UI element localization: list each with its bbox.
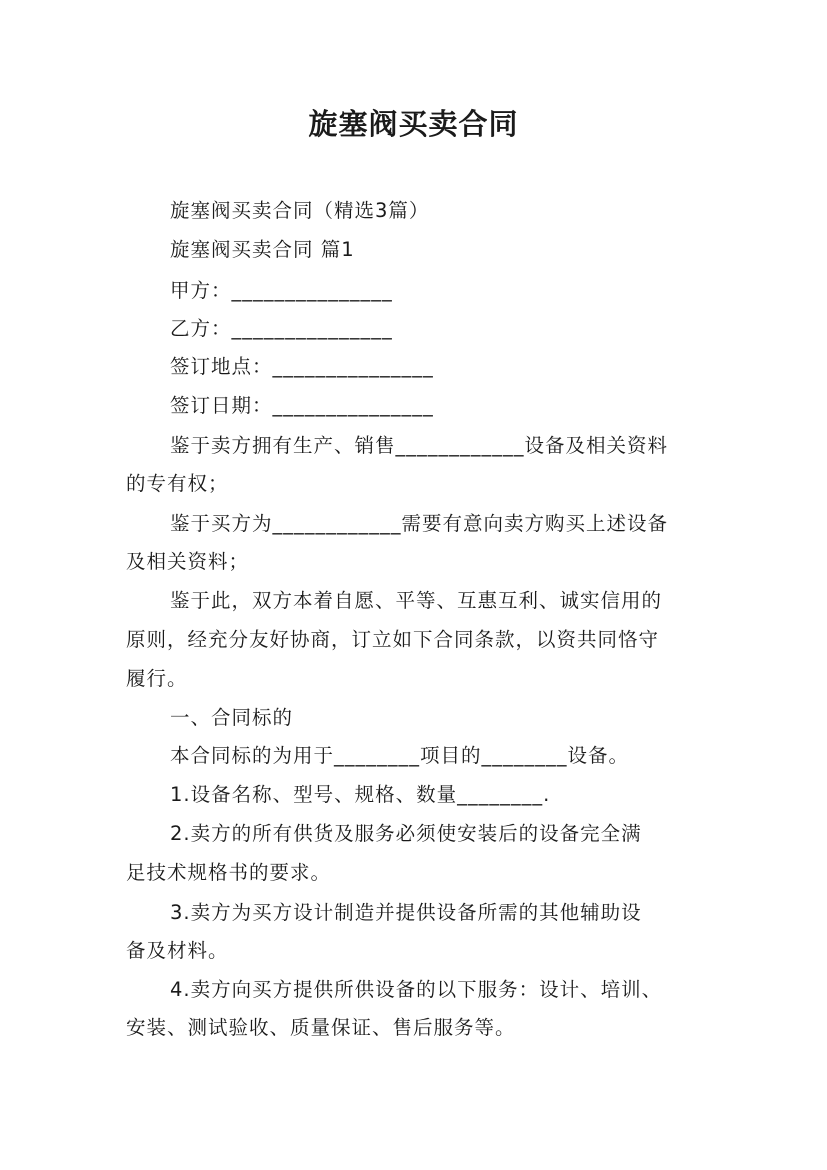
text-line: 足技术规格书的要求。 (126, 861, 332, 884)
text-line: 2.卖方的所有供货及服务必须使安装后的设备完全满 (170, 822, 642, 845)
text-line: 签订日期：_______________ (170, 394, 434, 417)
text-line: 原则，经充分友好协商，订立如下合同条款，以资共同恪守 (126, 628, 660, 651)
text-line: 鉴于卖方拥有生产、销售____________设备及相关资料 (170, 434, 669, 457)
text-line: 本合同标的为用于________项目的________设备。 (170, 744, 630, 767)
document-title: 旋塞阀买卖合同 (308, 107, 519, 141)
text-line: 旋塞阀买卖合同 篇1 (170, 238, 355, 261)
text-line: 签订地点：_______________ (170, 355, 434, 378)
text-line: 旋塞阀买卖合同（精选3篇） (170, 199, 430, 222)
text-line: 乙方：_______________ (170, 317, 393, 340)
text-line: 3.卖方为买方设计制造并提供设备所需的其他辅助设 (170, 901, 642, 924)
section-heading: 一、合同标的 (170, 706, 294, 729)
text-line: 履行。 (126, 667, 188, 690)
text-line: 4.卖方向买方提供所供设备的以下服务：设计、培训、 (170, 978, 663, 1001)
text-line: 备及材料。 (126, 939, 229, 962)
text-line: 安装、测试验收、质量保证、售后服务等。 (126, 1016, 516, 1039)
text-line: 鉴于此，双方本着自愿、平等、互惠互利、诚实信用的 (170, 589, 663, 612)
text-line: 及相关资料； (126, 550, 250, 573)
text-line: 的专有权； (126, 472, 229, 495)
text-line: 鉴于买方为____________需要有意向卖方购买上述设备 (170, 512, 669, 535)
text-line: 1.设备名称、型号、规格、数量________. (170, 783, 551, 806)
text-line: 甲方：_______________ (170, 279, 393, 302)
